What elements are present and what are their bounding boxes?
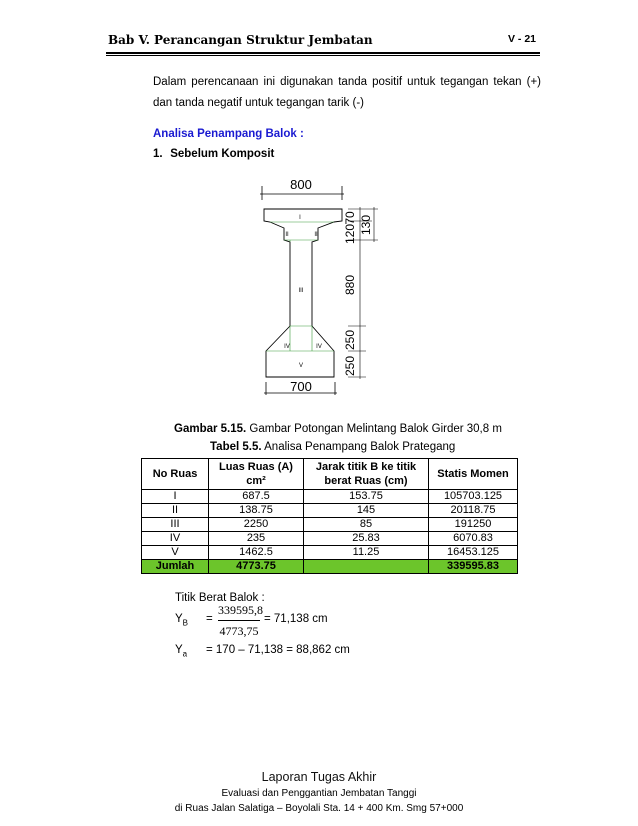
table-cell [304, 560, 429, 574]
table-cell: 145 [304, 504, 429, 518]
ya-result: = 170 – 71,138 = 88,862 cm [206, 644, 350, 656]
col-header: Statis Momen [429, 459, 518, 490]
table-caption-label: Tabel 5.5. [210, 441, 262, 453]
dim-label-880: 880 [343, 274, 357, 296]
figure-caption-label: Gambar 5.15. [174, 423, 247, 435]
table-cell: 153.75 [304, 490, 429, 504]
table-cell: 191250 [429, 518, 518, 532]
table-caption-text: Analisa Penampang Balok Prategang [261, 441, 456, 453]
page-number: V - 21 [508, 33, 537, 45]
table-cell: V [142, 546, 209, 560]
region-label-II-right: II [314, 232, 318, 238]
region-label-III: III [298, 288, 304, 294]
footer-location: di Ruas Jalan Salatiga – Boyolali Sta. 14 + 400 Km. Smg 57+000 [174, 803, 464, 814]
header-rule-thin [106, 55, 540, 56]
ya-letter: Y [175, 644, 183, 656]
subsection-label: Sebelum Komposit [170, 148, 275, 160]
region-label-I: I [299, 215, 301, 221]
table-cell: 6070.83 [429, 532, 518, 546]
table-caption [210, 441, 455, 453]
header-title: Bab V. Perancangan Struktur Jembatan [108, 33, 373, 47]
section-title: Analisa Penampang Balok : [153, 128, 304, 140]
figure-caption [174, 423, 502, 435]
table-cell: 85 [304, 518, 429, 532]
yb-equals: = [206, 613, 213, 625]
table-row [142, 490, 518, 504]
dim-label-70: 70 [343, 211, 357, 225]
table-cell: 1462.5 [209, 546, 304, 560]
subsection-title [153, 148, 274, 160]
col-header: No Ruas [142, 459, 209, 490]
table-cell: I [142, 490, 209, 504]
table-cell: IV [142, 532, 209, 546]
yb-symbol [175, 613, 188, 627]
dim-label-700: 700 [290, 379, 312, 394]
table-cell: 2250 [209, 518, 304, 532]
col-header: Jarak titik B ke titik berat Ruas (cm) [304, 459, 429, 490]
table-cell: 687.5 [209, 490, 304, 504]
footer-title: Laporan Tugas Akhir [261, 770, 377, 784]
table-cell: III [142, 518, 209, 532]
header-rule [106, 52, 540, 54]
table-total-row [142, 560, 518, 574]
region-label-IV-left: IV [284, 344, 290, 350]
yb-result: = 71,138 cm [264, 613, 328, 625]
dim-label-250-b: 250 [343, 355, 357, 377]
table-row [142, 518, 518, 532]
table-cell: 235 [209, 532, 304, 546]
table-row [142, 532, 518, 546]
region-label-IV-right: IV [316, 344, 322, 350]
region-label-II-left: II [285, 232, 289, 238]
dim-label-250-a: 250 [343, 329, 357, 351]
table-cell: 11.25 [304, 546, 429, 560]
table-cell: 25.83 [304, 532, 429, 546]
yb-fraction [218, 603, 263, 639]
table-cell: 20118.75 [429, 504, 518, 518]
fraction-denominator: 4773,75 [219, 624, 259, 638]
girder-cross-section [240, 170, 400, 415]
yb-letter: Y [175, 613, 183, 625]
table-row [142, 546, 518, 560]
table-cell: 4773.75 [209, 560, 304, 574]
table-cell: 16453.125 [429, 546, 518, 560]
table-header-row [142, 459, 518, 490]
centroid-title: Titik Berat Balok : [175, 592, 265, 604]
table-cell: II [142, 504, 209, 518]
intro-paragraph: Dalam perencanaan ini digunakan tanda positif untuk tegangan tekan (+) dan tanda negatif untuk tegangan tarik (-) [153, 76, 541, 109]
ya-symbol [175, 644, 187, 658]
dim-label-130: 130 [359, 214, 373, 236]
table-cell: 138.75 [209, 504, 304, 518]
ya-subscript: a [182, 649, 188, 659]
yb-subscript: B [182, 618, 189, 628]
fraction-numerator: 339595,8 [218, 603, 260, 621]
subsection-number: 1. [153, 148, 163, 160]
dim-label-800: 800 [290, 177, 312, 192]
footer-subtitle: Evaluasi dan Penggantian Jembatan Tanggi [221, 788, 417, 799]
dim-label-120: 120 [343, 223, 357, 245]
table-cell: 105703.125 [429, 490, 518, 504]
col-header: Luas Ruas (A) cm² [209, 459, 304, 490]
section-analysis-table [141, 458, 518, 574]
region-label-V: V [298, 363, 304, 369]
figure-caption-text: Gambar Potongan Melintang Balok Girder 30,8 m [246, 423, 502, 435]
table-cell: 339595.83 [429, 560, 518, 574]
table-row [142, 504, 518, 518]
table-cell: Jumlah [142, 560, 209, 574]
